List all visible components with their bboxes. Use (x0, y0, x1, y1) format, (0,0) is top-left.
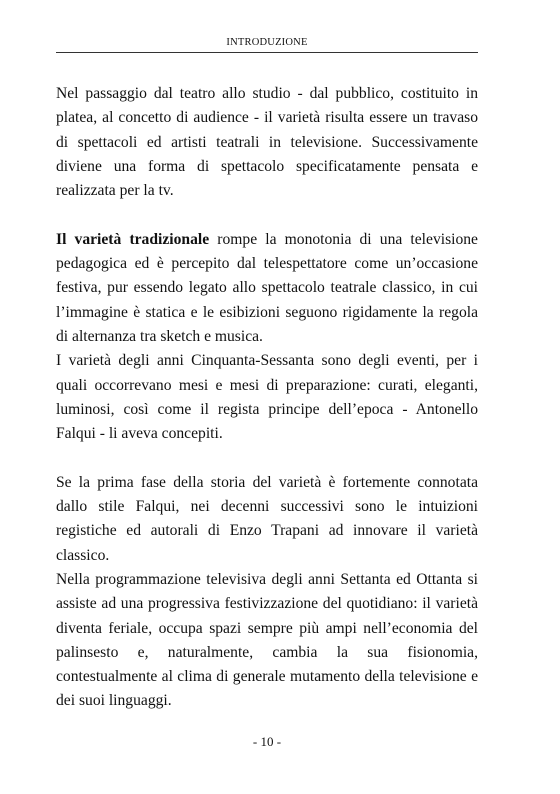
paragraph-5-text: Nella programmazione televisiva degli anni Settanta ed Ottanta si assiste ad una progressiva festivizzazione del quotidiano: il varietà diventa feriale, occupa spazi sempre più ampi nell’economia del palinsesto e, naturalmente, cambia la sua fisionomia, contestualmente al clima di generale mutamento della televisione e dei suoi linguaggi. (56, 570, 478, 710)
paragraph-3 (56, 349, 478, 446)
paragraph-2 (56, 228, 478, 349)
paragraph-1-text: Nel passaggio dal teatro allo studio - dal pubblico, costituito in platea, al concetto di audience - il varietà risulta essere un travaso di spettacoli ed artisti teatrali in televisione. Successivamente diviene una forma di spettacolo specificatamente pensata e realizzata per la tv. (56, 85, 478, 200)
paragraph-4-text: Se la prima fase della storia del varietà è fortemente connotata dallo stile Falqui, nei decenni successivi sono le intuizioni registiche ed autorali di Enzo Trapani ad innovare il varietà classico. (56, 473, 478, 564)
paragraph-3-text: I varietà degli anni Cinquanta-Sessanta sono degli eventi, per i quali occorrevano mesi e mesi di preparazione: curati, eleganti, luminosi, così come il regista principe dell’epoca - Antonello Falqui - li aveva concepiti. (56, 352, 478, 443)
page-number: - 10 - (252, 734, 282, 749)
body-text (56, 82, 478, 714)
paragraph-2-text: rompe la monotonia di una televisione pedagogica ed è percepito dal telespettatore come un’occasione festiva, pur essendo legato allo spettacolo teatrale classico, in cui l’immagine è statica e le esibizioni seguono rigidamente la regola di alternanza tra sketch e musica. (56, 230, 478, 345)
paragraph-4 (56, 471, 478, 568)
paragraph-1 (56, 82, 478, 203)
paragraph-5 (56, 568, 478, 714)
running-header: INTRODUZIONE (226, 37, 308, 48)
paragraph-2-lead: Il varietà tradizionale (56, 230, 210, 248)
header-rule (56, 52, 478, 53)
